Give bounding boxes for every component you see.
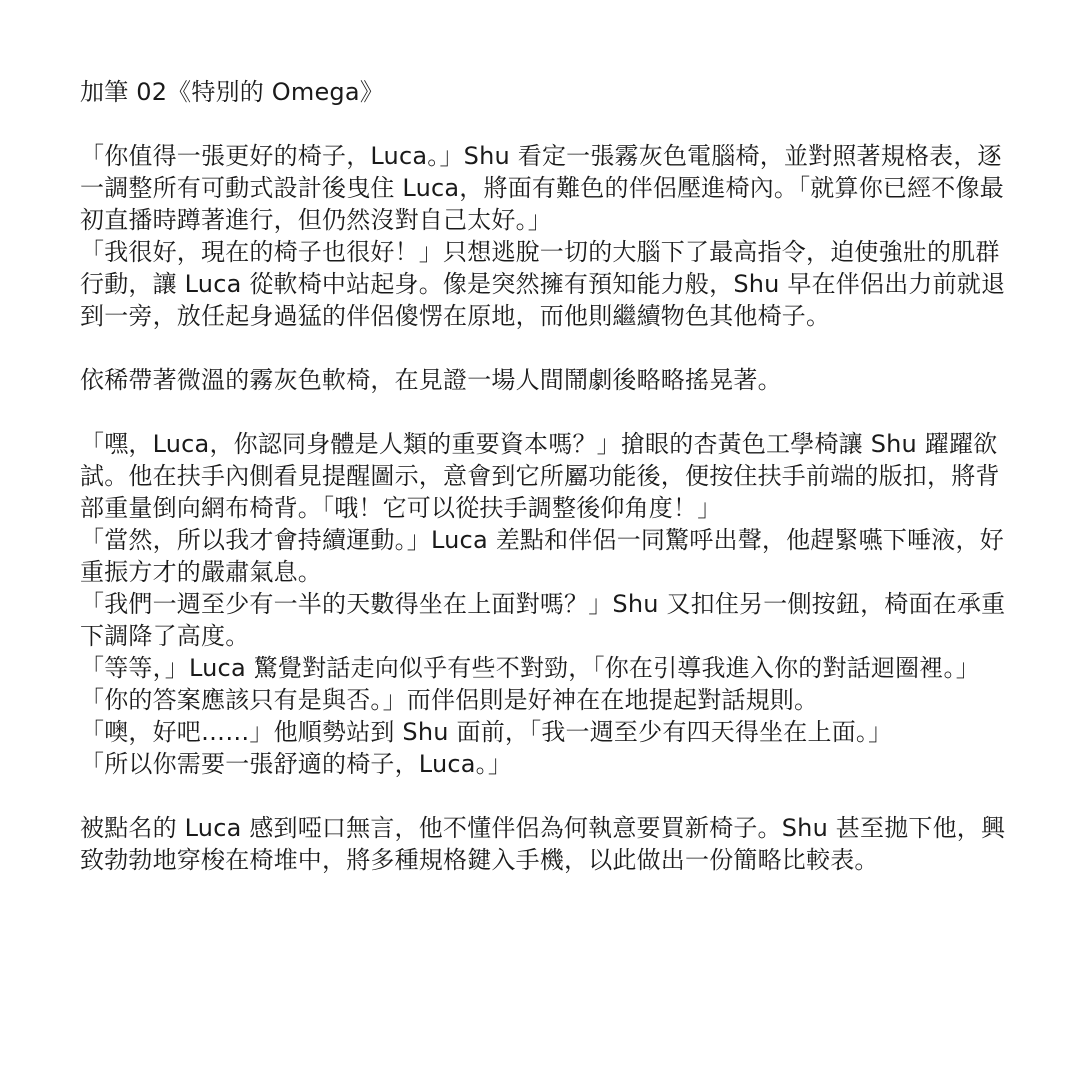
- paragraph-11: 被點名的 Luca 感到啞口無言，他不懂伴侶為何執意要買新椅子。Shu 甚至拋下他，興致勃勃地穿梭在椅堆中，將多種規格鍵入手機，以此做出一份簡略比較表。: [80, 814, 1006, 874]
- spacer: [80, 108, 1010, 140]
- paragraph-2: 「我很好，現在的椅子也很好！」只想逃脫一切的大腦下了最高指令，迫使強壯的肌群行動，讓 Luca 從軟椅中站起身。像是突然擁有預知能力般，Shu 早在伴侶出力前就退到一旁，放任起身過猛的伴侶傻愣在原地，而他則繼續物色其他椅子。: [80, 238, 1006, 330]
- paragraph-6: 「我們一週至少有一半的天數得坐在上面對嗎？」Shu 又扣住另一側按鈕，椅面在承重下調降了高度。: [80, 590, 1006, 650]
- paragraph-3: 依稀帶著微溫的霧灰色軟椅，在見證一場人間鬧劇後略略搖晃著。: [80, 366, 782, 394]
- paragraph-7: 「等等，」Luca 驚覺對話走向似乎有些不對勁，「你在引導我進入你的對話迴圈裡。」: [80, 654, 980, 682]
- paragraph-10: 「所以你需要一張舒適的椅子，Luca。」: [80, 750, 513, 778]
- paragraph-1: 「你值得一張更好的椅子，Luca。」Shu 看定一張霧灰色電腦椅，並對照著規格表，逐一調整所有可動式設計後曳住 Luca，將面有難色的伴侶壓進椅內。「就算你已經不像最初直播時蹲著進行，但仍然沒對自己太好。」: [80, 142, 1004, 234]
- document-page: [80, 76, 1010, 876]
- spacer: [80, 332, 1010, 364]
- spacer: [80, 780, 1010, 812]
- paragraph-5: 「當然，所以我才會持續運動。」Luca 差點和伴侶一同驚呼出聲，他趕緊嚥下唾液，好重振方才的嚴肅氣息。: [80, 526, 1004, 586]
- spacer: [80, 396, 1010, 428]
- paragraph-8: 「你的答案應該只有是與否。」而伴侶則是好神在在地提起對話規則。: [80, 686, 819, 714]
- paragraph-9: 「噢，好吧……」他順勢站到 Shu 面前，「我一週至少有四天得坐在上面。」: [80, 718, 893, 746]
- document-title: 加筆 02《特別的 Omega》: [80, 78, 384, 106]
- paragraph-4: 「嘿，Luca，你認同身體是人類的重要資本嗎？」搶眼的杏黃色工學椅讓 Shu 躍躍欲試。他在扶手內側看見提醒圖示，意會到它所屬功能後，便按住扶手前端的版扣，將背部重量倒向網布椅背。「哦！它可以從扶手調整後仰角度！」: [80, 430, 1000, 522]
